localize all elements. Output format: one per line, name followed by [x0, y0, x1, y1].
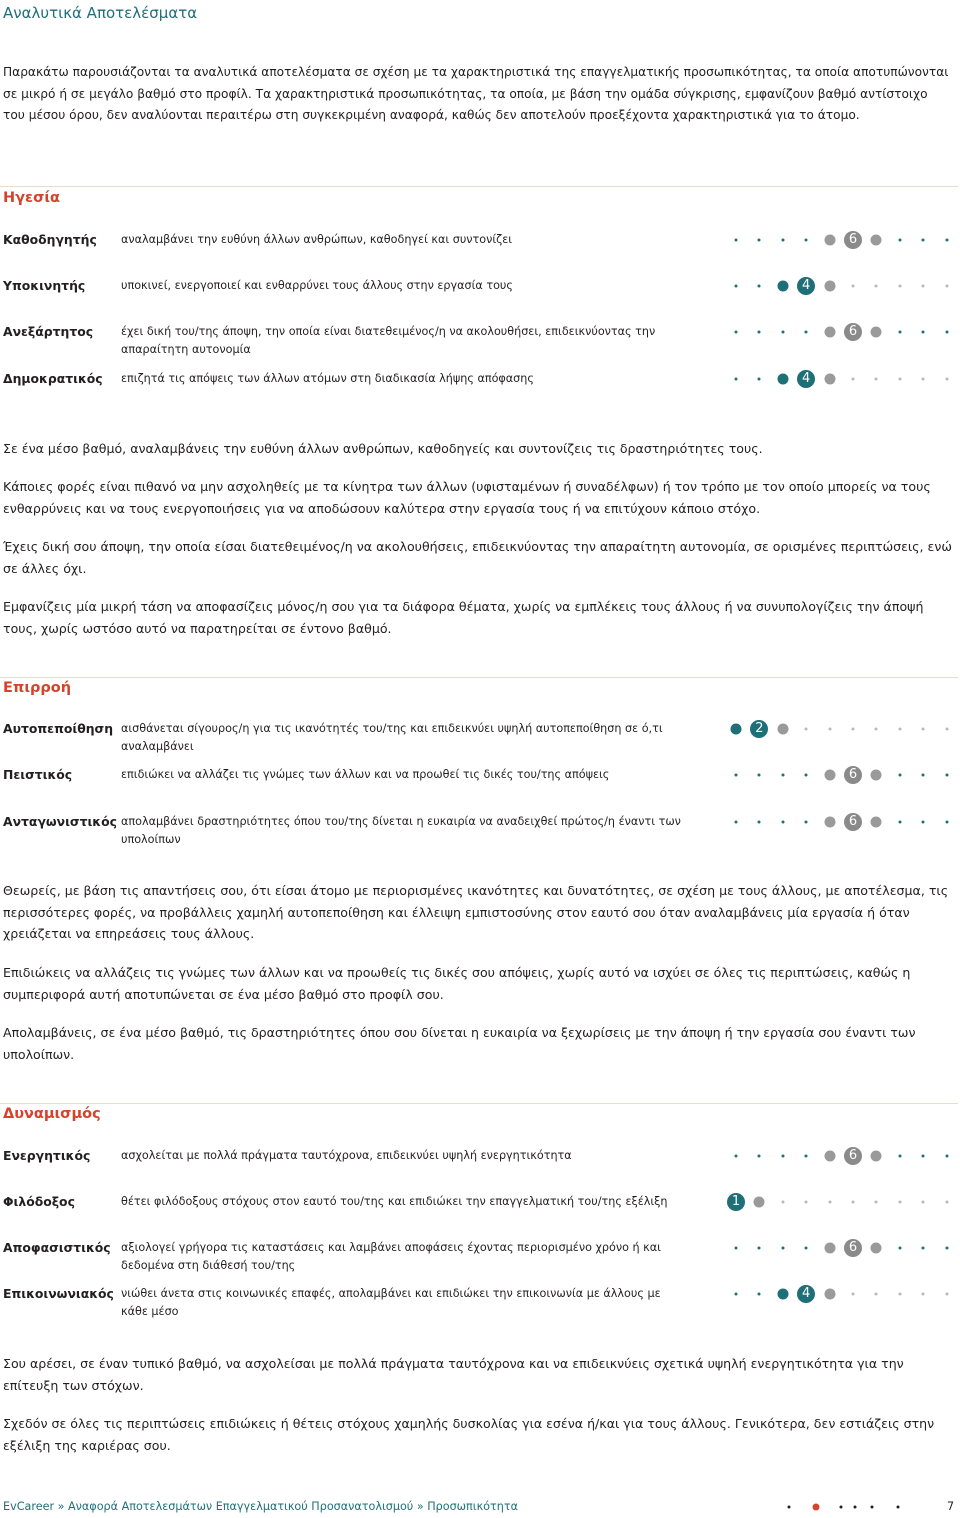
scale-dot [922, 1293, 925, 1296]
scale-dot [898, 331, 901, 334]
scale-dot [898, 728, 901, 731]
scale-dot [735, 774, 738, 777]
scale-dot [898, 1155, 901, 1158]
scale-dot [758, 821, 761, 824]
scale-dot [871, 1151, 882, 1162]
scale-dot [871, 770, 882, 781]
scale-dot [922, 774, 925, 777]
body-paragraph: Σου αρέσει, σε έναν τυπικό βαθμό, να ασχολείσαι με πολλά πράγματα ταυτόχρονα και να επιδεικνύεις σχετικά υψηλή ενεργητικότητα για την επίτευξη των στόχων. [3, 1356, 904, 1393]
trait-description: αναλαμβάνει την ευθύνη άλλων ανθρώπων, καθοδηγεί και συντονίζει [121, 233, 513, 246]
score-scale [730, 322, 955, 342]
scale-dot [898, 378, 901, 381]
scale-dot [945, 728, 948, 731]
scale-dot [824, 770, 835, 781]
scale-dot [898, 239, 901, 242]
score-badge: 6 [844, 813, 862, 831]
body-paragraph: Σε ένα μέσο βαθμό, αναλαμβάνεις την ευθύνη άλλων ανθρώπων, καθοδηγείς και συντονίζεις τις δραστηριότητες τους. [3, 441, 763, 456]
scale-dot [922, 1247, 925, 1250]
scale-dot [758, 285, 761, 288]
score-scale [730, 1146, 955, 1166]
trait-name: Ανεξάρτητος [3, 324, 94, 339]
trait-description: επιζητά τις απόψεις των άλλων ατόμων στη διαδικασία λήψης απόφασης [121, 372, 534, 385]
scale-dot [758, 1293, 761, 1296]
scale-dot [781, 821, 784, 824]
scale-dot [828, 1201, 831, 1204]
page-dot [788, 1506, 791, 1509]
score-badge: 6 [844, 231, 862, 249]
scale-dot [781, 331, 784, 334]
scale-dot [922, 821, 925, 824]
scale-dot [875, 1201, 878, 1204]
scale-dot [805, 1155, 808, 1158]
trait-description: αξιολογεί γρήγορα τις καταστάσεις και λαμβάνει αποφάσεις έχοντας περιορισμένο χρόνο ή και δεδομένα στη διάθεσή του/της [121, 1241, 661, 1272]
scale-dot [922, 239, 925, 242]
scale-dot [758, 239, 761, 242]
section-title-leadership: Ηγεσία [3, 190, 60, 206]
scale-dot [824, 1243, 835, 1254]
score-scale [730, 276, 955, 296]
scale-dot [898, 1293, 901, 1296]
scale-dot [871, 327, 882, 338]
scale-dot [781, 239, 784, 242]
score-scale [730, 765, 955, 785]
trait-name: Αυτοπεποίθηση [3, 721, 114, 736]
scale-dot [875, 285, 878, 288]
scale-dot [781, 1247, 784, 1250]
page-dot [854, 1506, 857, 1509]
section-divider [0, 1103, 958, 1104]
scale-dot [898, 821, 901, 824]
score-scale [730, 1238, 955, 1258]
score-scale [730, 230, 955, 250]
scale-dot [805, 239, 808, 242]
scale-dot [754, 1197, 765, 1208]
scale-dot [805, 1247, 808, 1250]
scale-dot [824, 1289, 835, 1300]
body-paragraph: Έχεις δική σου άποψη, την οποία είσαι διατεθειμένος/η να ακολουθήσεις, επιδεικνύοντας την απαραίτητη αυτονομία, σε ορισμένες περιπτώσεις, ενώ σε άλλες όχι. [3, 539, 952, 576]
section-title-dynamism: Δυναμισμός [3, 1106, 101, 1122]
trait-description: έχει δική του/της άποψη, την οποία είναι διατεθειμένος/η να ακολουθήσει, επιδεικνύοντας την απαραίτητη αυτονομία [121, 325, 656, 356]
scale-dot [945, 821, 948, 824]
page-dot [871, 1506, 874, 1509]
trait-name: Καθοδηγητής [3, 232, 97, 247]
score-scale [730, 812, 955, 832]
scale-dot [824, 281, 835, 292]
scale-dot [805, 821, 808, 824]
scale-dot [758, 1155, 761, 1158]
body-paragraph: Θεωρείς, με βάση τις απαντήσεις σου, ότι είσαι άτομο με περιορισμένες ικανότητες και δυνατότητες, σε σχέση με τους άλλους, με αποτέλεσμα, τις περισσότερες φορές, να προβάλλεις χαμηλή αυτοπεποίθηση και έλλειψη εμπιστοσύνης στον εαυτό σου όταν αναλαμβάνεις μία εργασία ή όταν χρειάζεται να επηρεάσεις τους άλλους. [3, 883, 949, 941]
trait-name: Επικοινωνιακός [3, 1286, 114, 1301]
scale-dot [922, 1201, 925, 1204]
scale-dot [805, 728, 808, 731]
scale-dot [945, 378, 948, 381]
scale-dot [945, 1201, 948, 1204]
score-badge: 6 [844, 323, 862, 341]
scale-dot [735, 331, 738, 334]
scale-dot [824, 1151, 835, 1162]
scale-dot [805, 1201, 808, 1204]
scale-dot [898, 1247, 901, 1250]
scale-dot [781, 774, 784, 777]
scale-dot [805, 331, 808, 334]
scale-dot [945, 1293, 948, 1296]
scale-dot [777, 1289, 788, 1300]
trait-name: Φιλόδοξος [3, 1194, 75, 1209]
trait-description: απολαμβάνει δραστηριότητες όπου του/της δίνεται η ευκαιρία να αναδειχθεί πρώτος/η έναντι των υπολοίπων [121, 815, 681, 846]
scale-dot [735, 378, 738, 381]
section-title-influence: Επιρροή [3, 680, 72, 696]
scale-dot [871, 235, 882, 246]
score-badge: 4 [797, 277, 815, 295]
scale-dot [922, 1155, 925, 1158]
body-paragraph: Σχεδόν σε όλες τις περιπτώσεις επιδιώκεις ή θέτεις στόχους χαμηλής δυσκολίας για εσένα ή/και για τους άλλους. Γενικότερα, δεν εστιάζεις στην εξέλιξη της καριέρας σου. [3, 1416, 935, 1453]
section-divider [0, 186, 958, 187]
page-number: 7 [947, 1500, 955, 1513]
scale-dot [922, 331, 925, 334]
scale-dot [777, 281, 788, 292]
scale-dot [852, 378, 855, 381]
scale-dot [945, 285, 948, 288]
score-badge: 4 [797, 1285, 815, 1303]
scale-dot [871, 817, 882, 828]
trait-description: ασχολείται με πολλά πράγματα ταυτόχρονα, επιδεικνύει υψηλή ενεργητικότητα [121, 1149, 572, 1162]
scale-dot [828, 728, 831, 731]
scale-dot [945, 774, 948, 777]
trait-description: θέτει φιλόδοξους στόχους στον εαυτό του/της και επιδιώκει την επαγγελματική του/της εξέλιξη [121, 1195, 668, 1208]
scale-dot [824, 235, 835, 246]
scale-dot [875, 728, 878, 731]
scale-dot [852, 728, 855, 731]
trait-name: Υποκινητής [3, 278, 86, 293]
trait-description: υποκινεί, ενεργοποιεί και ενθαρρύνει τους άλλους στην εργασία τους [121, 279, 513, 292]
scale-dot [898, 774, 901, 777]
scale-dot [945, 331, 948, 334]
score-scale [730, 719, 955, 739]
body-paragraph: Εμφανίζεις μία μικρή τάση να αποφασίζεις μόνος/η σου για τα διάφορα θέματα, χωρίς να εμπλέκεις τους άλλους ή να συνυπολογίζεις την άποψή τους, χωρίς ωστόσο αυτό να παρατηρείται σε έντονο βαθμό. [3, 599, 924, 636]
score-scale [730, 1192, 955, 1212]
scale-dot [731, 724, 742, 735]
trait-description: επιδιώκει να αλλάζει τις γνώμες των άλλων και να προωθεί τις δικές του/της απόψεις [121, 768, 610, 781]
scale-dot [805, 774, 808, 777]
scale-dot [852, 1201, 855, 1204]
section-divider [0, 677, 958, 678]
scale-dot [758, 331, 761, 334]
trait-name: Αποφασιστικός [3, 1240, 111, 1255]
trait-name: Ενεργητικός [3, 1148, 91, 1163]
scale-dot [735, 821, 738, 824]
score-badge: 6 [844, 1147, 862, 1165]
trait-name: Πειστικός [3, 767, 73, 782]
scale-dot [852, 285, 855, 288]
scale-dot [922, 728, 925, 731]
scale-dot [735, 285, 738, 288]
scale-dot [945, 1155, 948, 1158]
trait-description: αισθάνεται σίγουρος/η για τις ικανότητές του/της και επιδεικνύει υψηλή αυτοπεποίθηση σε ό,τι αναλαμβάνει [121, 722, 663, 753]
scale-dot [735, 239, 738, 242]
scale-dot [922, 285, 925, 288]
page-dot-active [813, 1504, 820, 1511]
score-badge: 6 [844, 766, 862, 784]
score-badge: 4 [797, 370, 815, 388]
scale-dot [852, 1293, 855, 1296]
score-scale [730, 369, 955, 389]
page-dot [840, 1506, 843, 1509]
trait-description: νιώθει άνετα στις κοινωνικές επαφές, απολαμβάνει και επιδιώκει την επικοινωνία με άλλους με κάθε μέσο [121, 1287, 661, 1318]
scale-dot [735, 1155, 738, 1158]
trait-name: Δημοκρατικός [3, 371, 103, 386]
body-paragraph: Επιδιώκεις να αλλάζεις τις γνώμες των άλλων και να προωθείς τις δικές σου απόψεις, χωρίς αυτό να ισχύει σε όλες τις περιπτώσεις, καθώς η συμπεριφορά αυτή αποτυπώνεται σε ένα μέσο βαθμό στο προφίλ σου. [3, 965, 911, 1002]
page-indicator-dots [787, 1499, 907, 1515]
scale-dot [875, 378, 878, 381]
scale-dot [777, 724, 788, 735]
scale-dot [735, 1247, 738, 1250]
body-paragraph: Κάποιες φορές είναι πιθανό να μην ασχοληθείς με τα κίνητρα των άλλων (υφισταμένων ή συναδέλφων) ή τον τρόπο με τον οποίο μπορείς να τους ενθαρρύνεις και να τους ενεργοποιήσεις για να αποδώσουν καλύτερα στην εργασία τους ή να επιτύχουν κάποιο στόχο. [3, 479, 931, 516]
score-badge: 1 [727, 1193, 745, 1211]
page-title: Αναλυτικά Αποτελέσματα [3, 4, 198, 22]
scale-dot [758, 378, 761, 381]
scale-dot [824, 374, 835, 385]
footer-breadcrumb: EvCareer » Αναφορά Αποτελεσμάτων Επαγγελματικού Προσανατολισμού » Προσωπικότητα [3, 1500, 518, 1513]
scale-dot [781, 1155, 784, 1158]
score-scale [730, 1284, 955, 1304]
scale-dot [922, 378, 925, 381]
trait-name: Ανταγωνιστικός [3, 814, 117, 829]
page-dot [897, 1506, 900, 1509]
scale-dot [781, 1201, 784, 1204]
scale-dot [871, 1243, 882, 1254]
scale-dot [945, 1247, 948, 1250]
scale-dot [735, 1293, 738, 1296]
scale-dot [758, 1247, 761, 1250]
scale-dot [824, 817, 835, 828]
scale-dot [875, 1293, 878, 1296]
scale-dot [945, 239, 948, 242]
score-badge: 6 [844, 1239, 862, 1257]
scale-dot [898, 1201, 901, 1204]
scale-dot [898, 285, 901, 288]
score-badge: 2 [750, 720, 768, 738]
scale-dot [758, 774, 761, 777]
scale-dot [777, 374, 788, 385]
scale-dot [824, 327, 835, 338]
body-paragraph: Απολαμβάνεις, σε ένα μέσο βαθμό, τις δραστηριότητες όπου σου δίνεται η ευκαιρία να ξεχωρίσεις με την άποψη ή την εργασία σου έναντι των υπολοίπων. [3, 1025, 916, 1062]
intro-paragraph: Παρακάτω παρουσιάζονται τα αναλυτικά αποτελέσματα σε σχέση με τα χαρακτηριστικά της επαγγελματικής προσωπικότητας, τα οποία αποτυπώνονται σε μικρό ή σε μεγάλο βαθμό στο προφίλ. Τα χαρακτηριστικά προσωπικότητας, τα οποία, με βάση την ομάδα σύγκρισης, εμφανίζουν βαθμό αντίστοιχο του μέσου όρου, δεν αναλύονται περαιτέρω στη συγκεκριμένη αναφορά, καθώς δεν αποτελούν προεξέχοντα χαρακτηριστικά για το άτομο. [3, 65, 949, 122]
